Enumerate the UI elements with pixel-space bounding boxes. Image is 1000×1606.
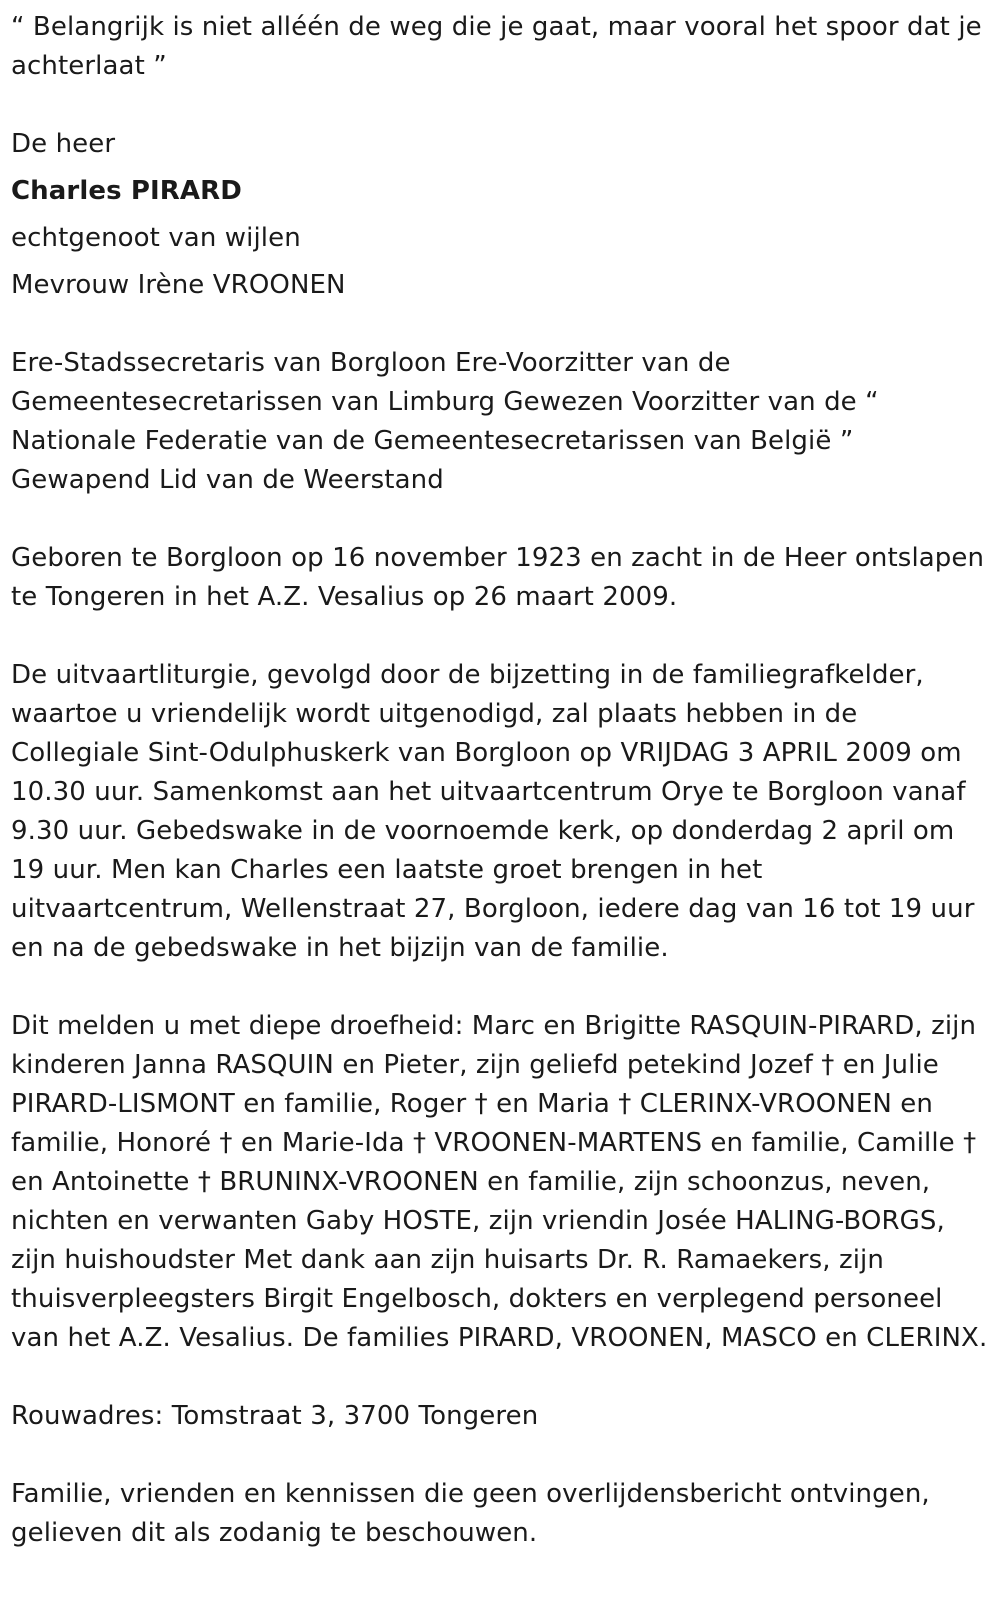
functions-paragraph: Ere-Stadssecretaris van Borgloon Ere-Voorzitter van de Gemeentesecretarissen van Limburg Gewezen Voorzitter van de “ Nationale Federatie van de Gemeentesecretarissen van België ” Gewapend Lid van de Weerstand xyxy=(11,348,879,495)
family-paragraph: Dit melden u met diepe droefheid: Marc en Brigitte RASQUIN-PIRARD, zijn kinderen Janna RASQUIN en Pieter, zijn geliefd petekind Jozef † en Julie PIRARD-LISMONT en familie, Roger † en Maria † CLERINX-VROONEN en familie, Honoré † en Marie-Ida † VROONEN-MARTENS en familie, Camille † en Antoinette † BRUNINX-VROONEN en familie, zijn schoonzus, neven, nichten en verwanten Gaby HOSTE, zijn vriendin Josée HALING-BORGS, zijn huishoudster Met dank aan zijn huisarts Dr. R. Ramaekers, zijn thuisverpleegsters Birgit Engelbosch, dokters en verplegend personeel van het A.Z. Vesalius. De families PIRARD, VROONEN, MASCO en CLERINX. xyxy=(11,1011,988,1353)
spouse-prefix: echtgenoot van wijlen xyxy=(11,223,301,253)
spouse-name: Mevrouw Irène VROONEN xyxy=(11,270,346,300)
deceased-name: Charles PIRARD xyxy=(11,176,242,206)
closing-paragraph: Familie, vrienden en kennissen die geen overlijdensbericht ontvingen, gelieven dit als zodanig te beschouwen. xyxy=(11,1479,930,1548)
mourning-address: Rouwadres: Tomstraat 3, 3700 Tongeren xyxy=(11,1401,539,1431)
obituary-text xyxy=(11,8,991,1553)
birth-death-paragraph: Geboren te Borgloon op 16 november 1923 en zacht in de Heer ontslapen te Tongeren in het A.Z. Vesalius op 26 maart 2009. xyxy=(11,543,985,612)
funeral-paragraph: De uitvaartliturgie, gevolgd door de bijzetting in de familiegrafkelder, waartoe u vriendelijk wordt uitgenodigd, zal plaats hebben in de Collegiale Sint-Odulphuskerk van Borgloon op VRIJDAG 3 APRIL 2009 om 10.30 uur. Samenkomst aan het uitvaartcentrum Orye te Borgloon vanaf 9.30 uur. Gebedswake in de voornoemde kerk, op donderdag 2 april om 19 uur. Men kan Charles een laatste groet brengen in het uitvaartcentrum, Wellenstraat 27, Borgloon, iedere dag van 16 tot 19 uur en na de gebedswake in het bijzijn van de familie. xyxy=(11,660,975,963)
salutation: De heer xyxy=(11,129,116,159)
opening-quote: “ Belangrijk is niet alléén de weg die je gaat, maar vooral het spoor dat je achterlaat ” xyxy=(11,12,982,81)
